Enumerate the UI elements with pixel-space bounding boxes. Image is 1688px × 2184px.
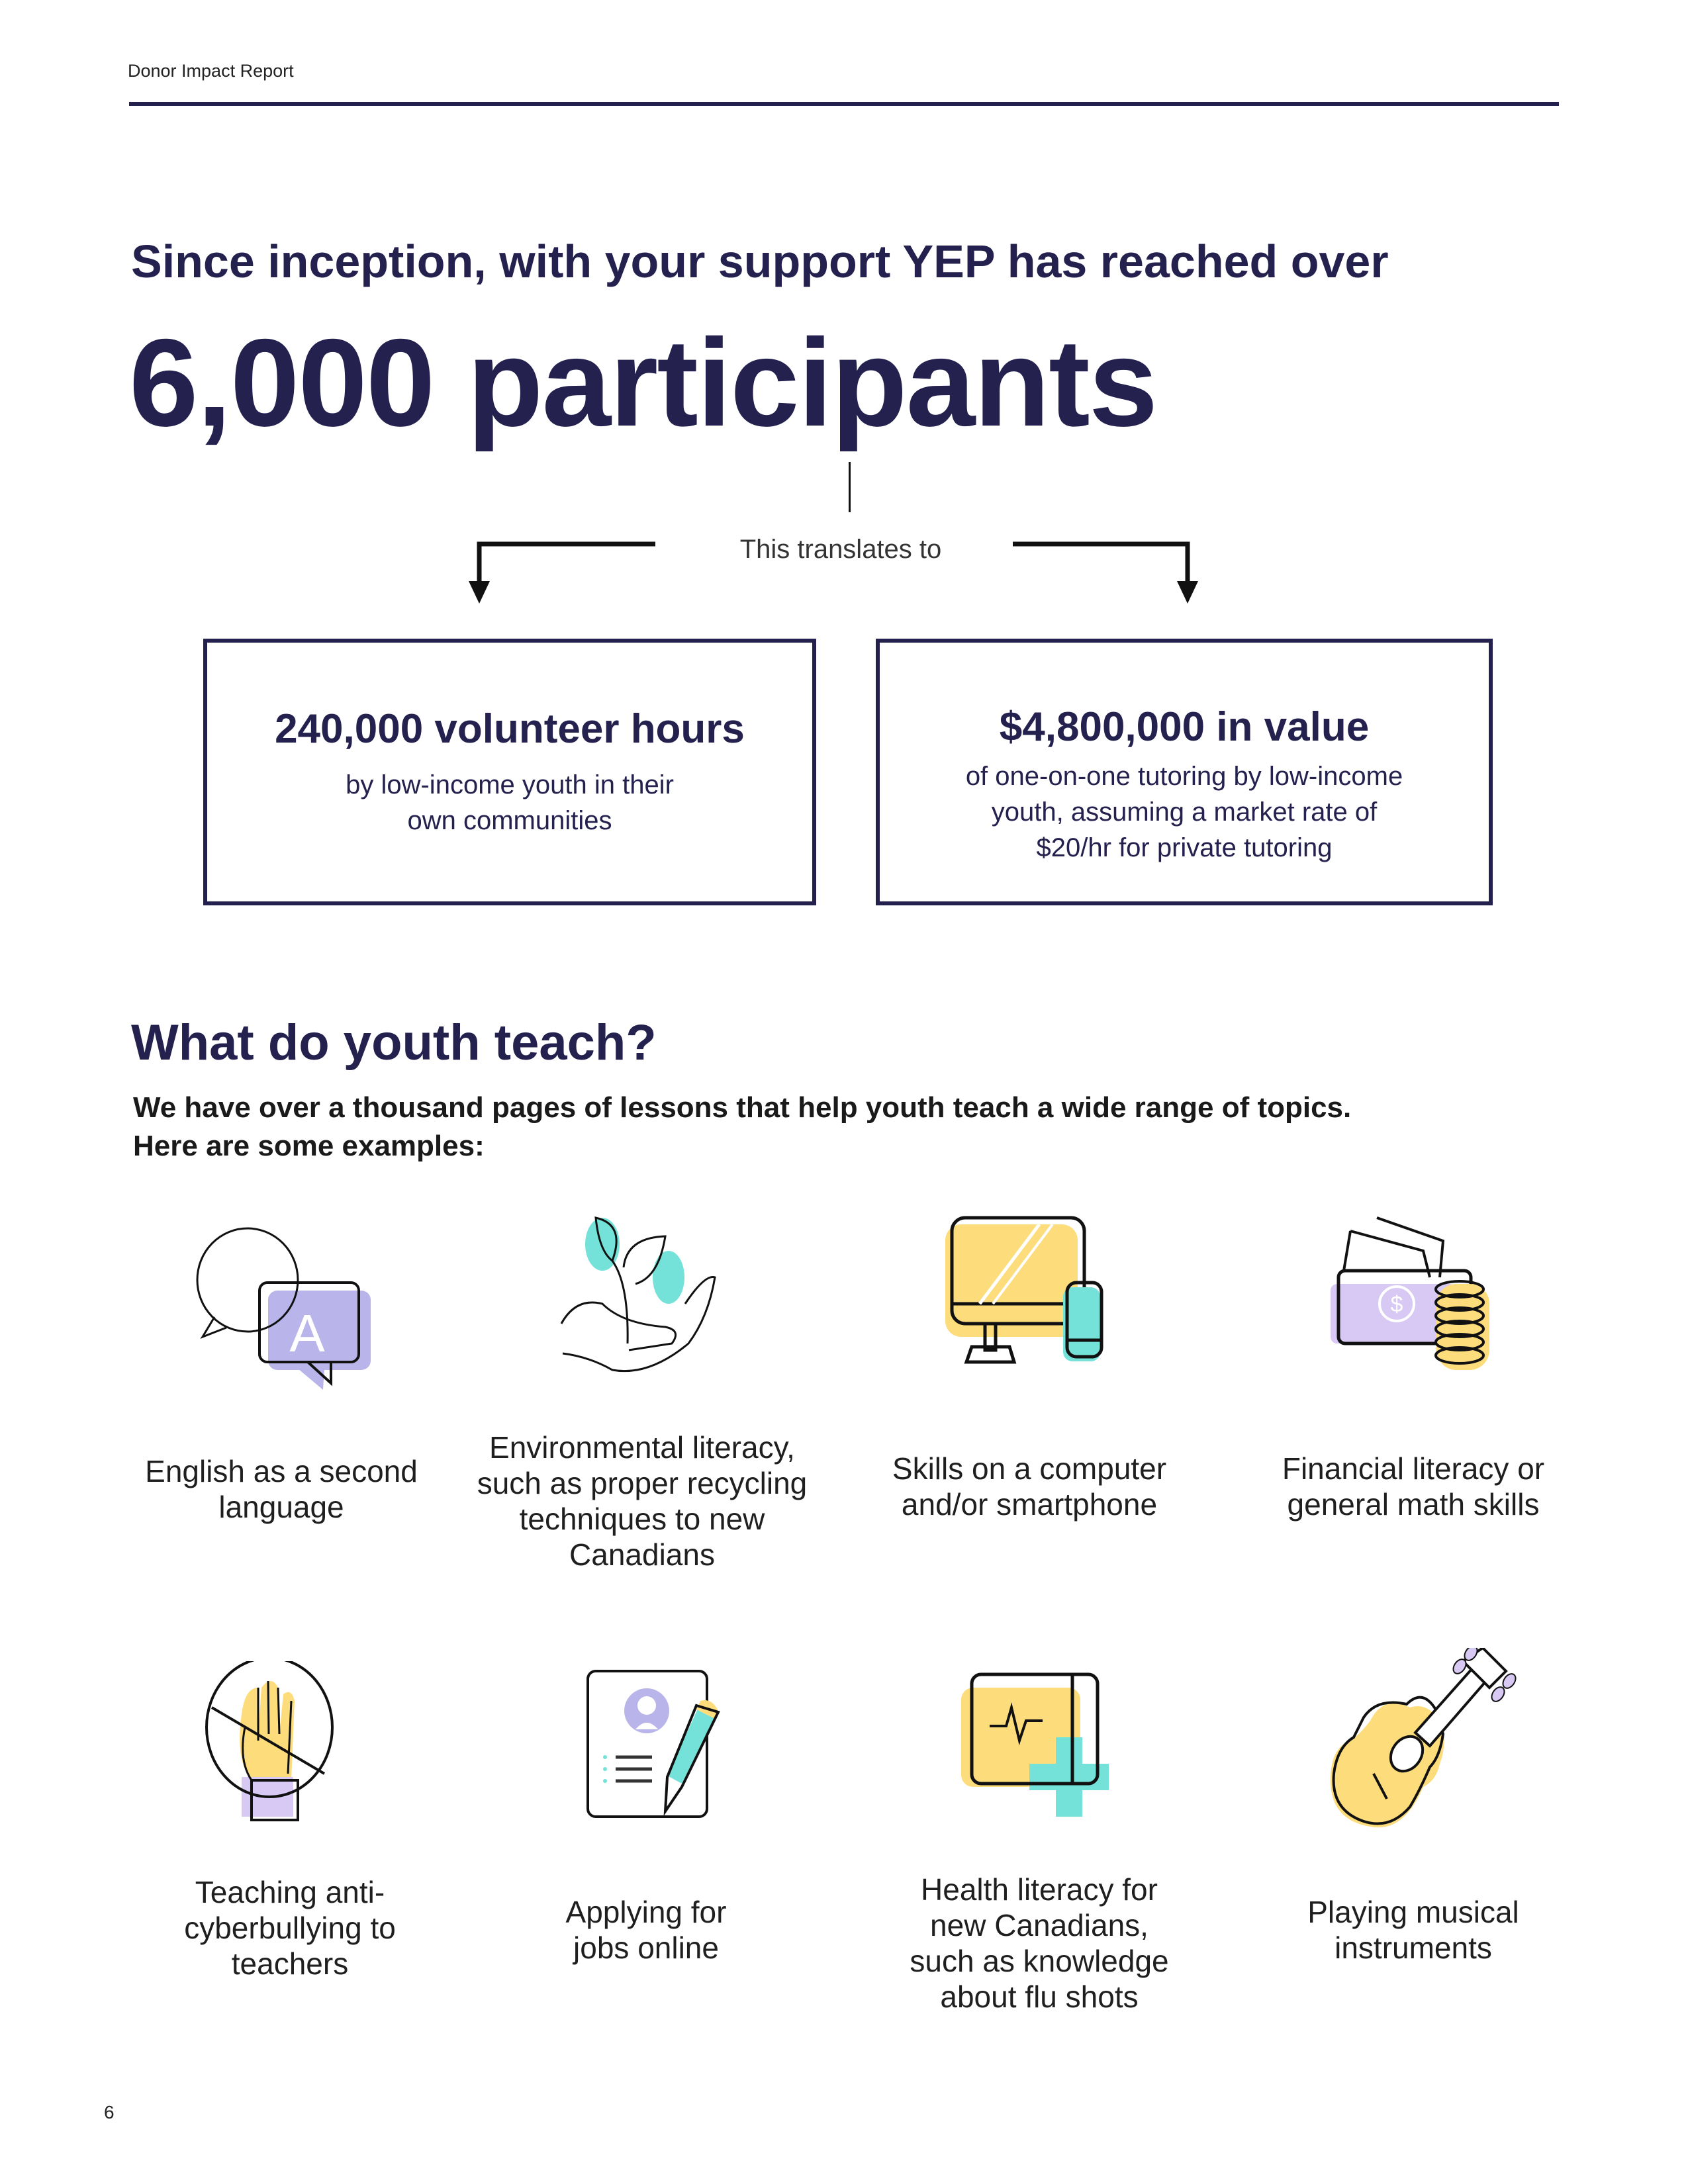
page-number: 6 (104, 2102, 115, 2122)
topic-label: Health literacy for new Canadians, such as knowledge about flu shots (910, 1872, 1169, 2014)
stat-description: of one-on-one tutoring by low-income youth, assuming a market rate of $20/hr for private tutoring (965, 762, 1403, 862)
intro-text: Since inception, with your support YEP has reached over (131, 236, 1389, 287)
topic-label: Environmental literacy, such as proper recycling techniques to new Canadians (477, 1430, 808, 1572)
report-header-label: Donor Impact Report (128, 61, 294, 81)
section-description-line: Here are some examples: (133, 1130, 485, 1162)
wallet-coins-icon (1324, 1211, 1509, 1383)
stat-card-value (876, 639, 1493, 905)
topic-label: Teaching anti-cyberbullying to teachers (184, 1875, 396, 1981)
topic-label: Financial literacy or general math skills (1282, 1451, 1545, 1522)
resume-pencil-icon (583, 1664, 735, 1830)
guitar-icon (1324, 1648, 1523, 1846)
stat-description: by low-income youth in their own communities (346, 770, 674, 835)
stat-title: $4,800,000 in value (999, 704, 1370, 750)
section-title: What do youth teach? (131, 1015, 657, 1071)
topic-label: Skills on a computer and/or smartphone (892, 1451, 1167, 1522)
participants-headline: 6,000 participants (129, 313, 1157, 452)
speech-bubbles-icon (192, 1218, 391, 1416)
computer-smartphone-icon (940, 1211, 1132, 1390)
stat-title: 240,000 volunteer hours (275, 706, 745, 752)
stat-card-volunteer-hours (203, 639, 816, 905)
svg-text:$: $ (1390, 1292, 1403, 1317)
section-description-line: We have over a thousand pages of lessons that help youth teach a wide range of topics. (133, 1091, 1352, 1124)
topic-label: English as a second language (145, 1454, 418, 1524)
health-book-icon (953, 1668, 1132, 1833)
stop-hand-icon (199, 1661, 357, 1833)
right-arrow-icon (1013, 544, 1198, 604)
translates-label: This translates to (739, 535, 942, 564)
left-arrow-icon (469, 544, 655, 604)
section-description (133, 1089, 1351, 1165)
plant-in-hand-icon (549, 1211, 735, 1396)
topic-label: Applying for jobs online (565, 1895, 727, 1965)
topic-label: Playing musical instruments (1307, 1895, 1519, 1965)
svg-text:A: A (289, 1304, 325, 1363)
